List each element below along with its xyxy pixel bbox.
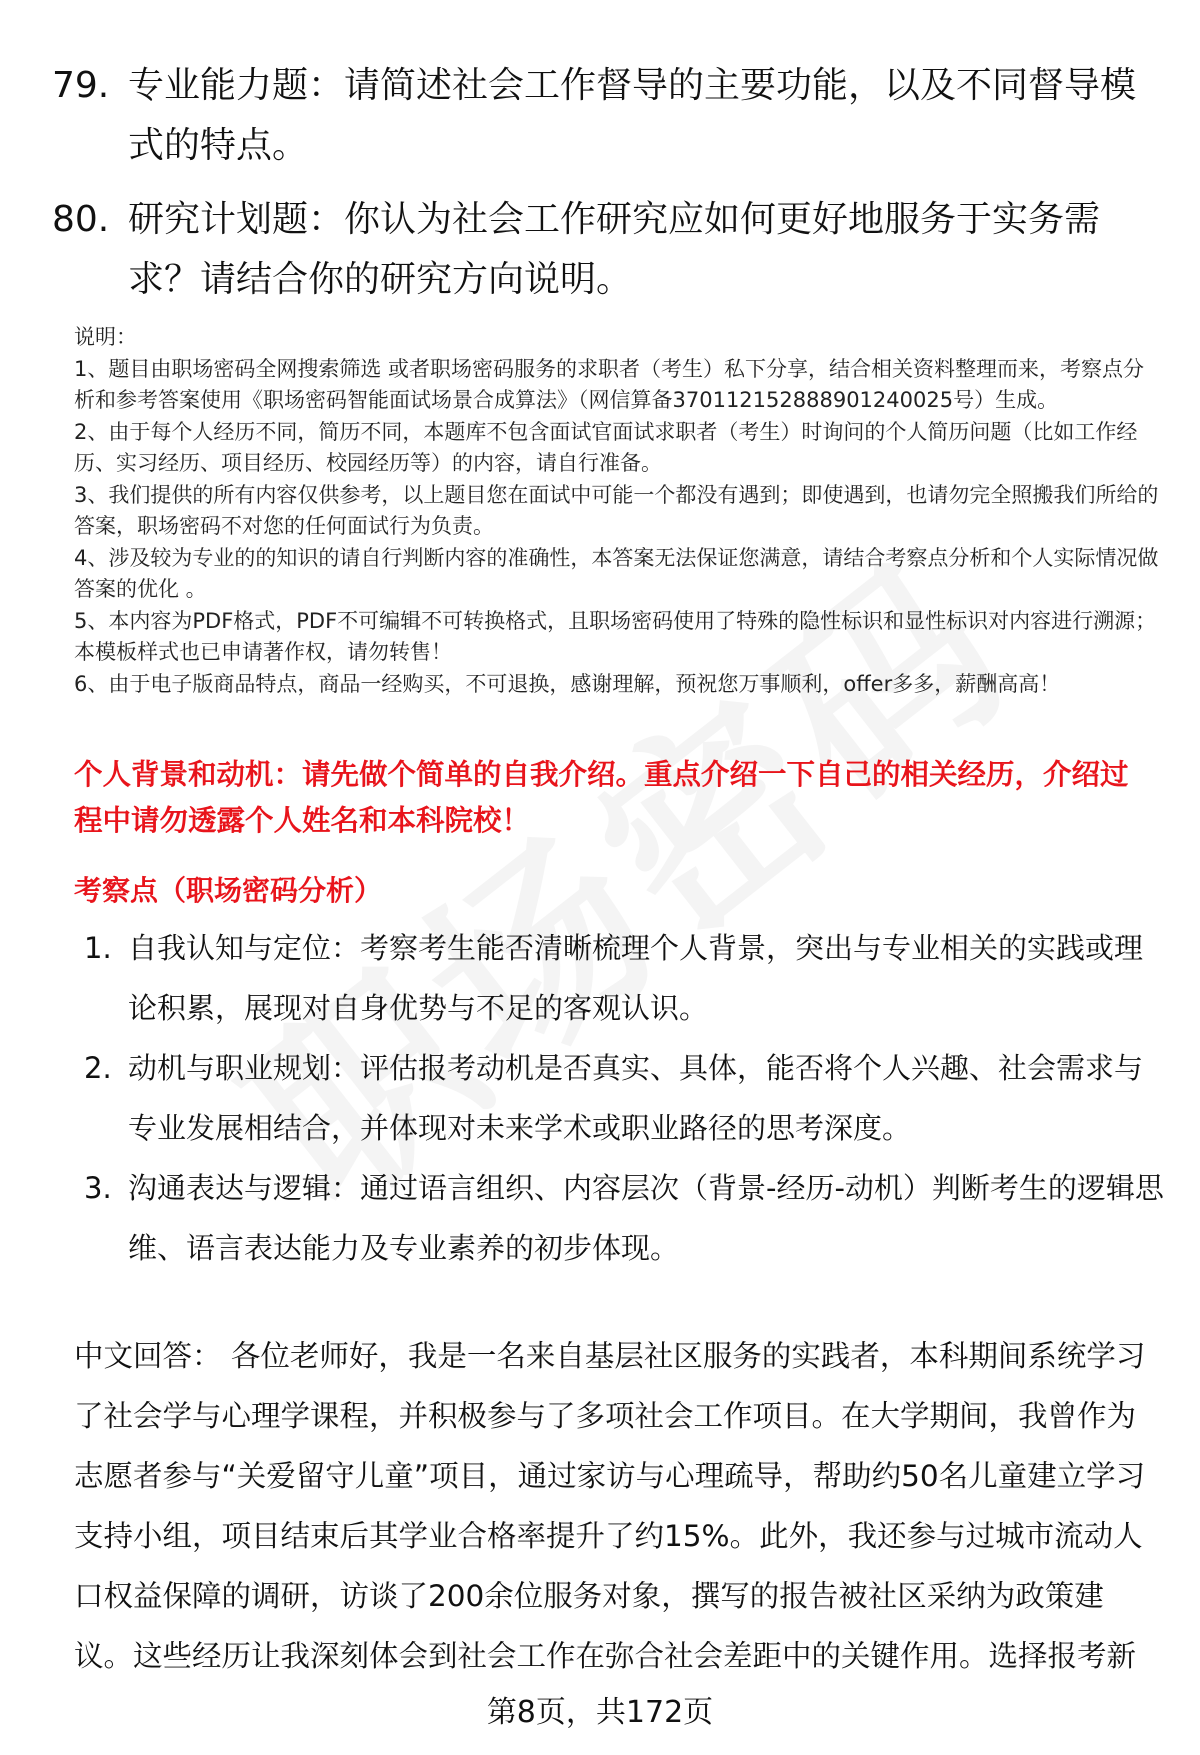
note-item: 3、我们提供的所有内容仅供参考，以上题目您在面试中可能一个都没有遇到；即使遇到，也请勿完全照搬我们所给的答案，职场密码不对您的任何面试行为负责。 (74, 482, 1159, 538)
chinese-answer: 中文回答： 各位老师好，我是一名来自基层社区服务的实践者，本科期间系统学习了社会学与心理学课程，并积极参与了多项社会工作项目。在大学期间，我曾作为志愿者参与“关爱留守儿童”项目，通过家访与心理疏导，帮助约50名儿童建立学习支持小组，项目结束后其学业合格率提升了约15%。此外，我还参与过城市流动人口权益保障的调研，访谈了200余位服务对象，撰写的报告被社区采纳为政策建议。这些经历让我深刻体会到社会工作在弥合社会差距中的关键作用。选择报考新 (74, 1339, 1146, 1673)
note-item: 5、本内容为PDF格式，PDF不可编辑不可转换格式，且职场密码使用了特殊的隐性标识和显性标识对内容进行溯源；本模板样式也已申请著作权，请勿转售！ (74, 608, 1157, 664)
question-text: 专业能力题：请简述社会工作督导的主要功能，以及不同督导模式的特点。 (128, 65, 1137, 166)
notes-title: 说明： (74, 325, 137, 349)
section-question-heading: 个人背景和动机：请先做个简单的自我介绍。重点介绍一下自己的相关经历，介绍过程中请勿透露个人姓名和本科院校！ (74, 758, 1129, 837)
point-text: 沟通表达与逻辑：通过语言组织、内容层次（背景-经历-动机）判断考生的逻辑思维、语言表达能力及专业素养的初步体现。 (128, 1171, 1164, 1265)
analysis-point (84, 918, 1164, 1038)
question-80 (52, 190, 1162, 310)
point-number: 2. (84, 1051, 112, 1085)
analysis-subheading: 考察点（职场密码分析） (74, 874, 383, 907)
note-item: 1、题目由职场密码全网搜索筛选 或者职场密码服务的求职者（考生）私下分享，结合相关资料整理而来，考察点分析和参考答案使用《职场密码智能面试场景合成算法》（网信算备370112152888901240025号）生成。 (74, 356, 1145, 412)
point-number: 1. (84, 931, 112, 965)
disclaimer-notes (74, 322, 1164, 700)
point-text: 动机与职业规划：评估报考动机是否真实、具体，能否将个人兴趣、社会需求与专业发展相结合，并体现对未来学术或职业路径的思考深度。 (128, 1051, 1144, 1145)
question-number: 79. (52, 65, 110, 106)
note-item: 4、涉及较为专业的的知识的请自行判断内容的准确性，本答案无法保证您满意，请结合考察点分析和个人实际情况做答案的优化 。 (74, 545, 1159, 601)
analysis-point (84, 1038, 1164, 1158)
question-79 (52, 56, 1162, 176)
page-number: 第8页，共172页 (486, 1695, 714, 1730)
note-item: 6、由于电子版商品特点，商品一经购买，不可退换，感谢理解，预祝您万事顺利，offer多多，薪酬高高！ (74, 671, 1061, 696)
note-item: 2、由于每个人经历不同，简历不同，本题库不包含面试官面试求职者（考生）时询问的个人简历问题（比如工作经历、实习经历、项目经历、校园经历等）的内容，请自行准备。 (74, 419, 1138, 475)
point-number: 3. (84, 1171, 112, 1205)
point-text: 自我认知与定位：考察考生能否清晰梳理个人背景，突出与专业相关的实践或理论积累，展现对自身优势与不足的客观认识。 (128, 931, 1144, 1025)
question-number: 80. (52, 199, 110, 240)
analysis-point (84, 1158, 1164, 1278)
analysis-points (84, 918, 1164, 1278)
question-text: 研究计划题：你认为社会工作研究应如何更好地服务于实务需求？请结合你的研究方向说明。 (128, 199, 1101, 300)
